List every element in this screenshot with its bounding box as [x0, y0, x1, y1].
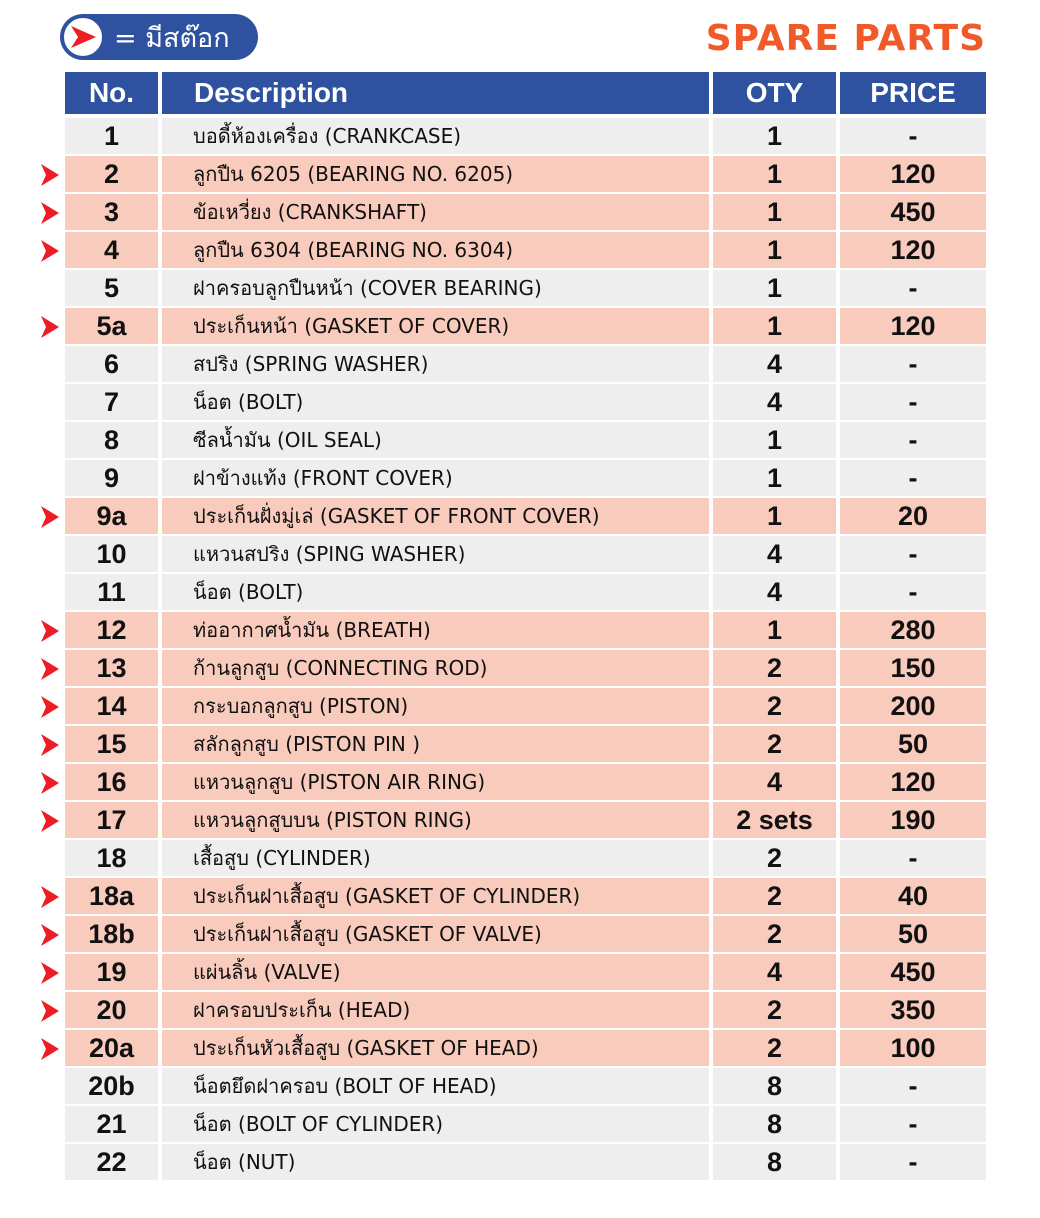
part-description: เสื้อสูบ (CYLINDER): [193, 846, 371, 870]
cell-no: [65, 1030, 162, 1068]
part-number: 10: [96, 538, 127, 569]
part-qty: 1: [766, 120, 783, 151]
cell-qty: [713, 574, 840, 612]
part-price: 200: [890, 690, 936, 721]
part-number: 20a: [88, 1032, 135, 1063]
cell-description: [162, 574, 713, 612]
cell-qty: [713, 194, 840, 232]
part-number: 17: [96, 804, 127, 835]
cell-description: [162, 384, 713, 422]
cell-description: [162, 156, 713, 194]
part-price: 120: [890, 158, 936, 189]
in-stock-arrow-icon: [40, 771, 60, 795]
part-qty: 2 sets: [736, 804, 813, 835]
legend-icon-circle: [62, 16, 104, 58]
part-price: 100: [890, 1032, 936, 1063]
cell-description: [162, 1030, 713, 1068]
table-row: [65, 536, 986, 574]
table-row: [65, 726, 986, 764]
column-header-price: PRICE: [840, 72, 986, 116]
legend-label: = มีสต๊อก: [114, 22, 230, 54]
part-description: น็อต (BOLT): [193, 390, 304, 414]
part-description: ประเก็นฝาเสื้อสูบ (GASKET OF VALVE): [193, 922, 542, 946]
cell-description: [162, 688, 713, 726]
part-price: 450: [890, 956, 936, 987]
cell-no: [65, 194, 162, 232]
part-description: ก้านลูกสูบ (CONNECTING ROD): [193, 656, 488, 680]
part-price: -: [908, 424, 918, 455]
column-header-description: Description: [162, 72, 713, 116]
part-qty: 4: [766, 348, 783, 379]
part-description: ซีลน้ำมัน (OIL SEAL): [193, 428, 382, 452]
cell-qty: [713, 1144, 840, 1182]
cell-qty: [713, 346, 840, 384]
part-description: น็อต (BOLT): [193, 580, 304, 604]
part-qty: 4: [766, 538, 783, 569]
cell-qty: [713, 992, 840, 1030]
table-row: [65, 1144, 986, 1182]
cell-no: [65, 612, 162, 650]
part-number: 14: [96, 690, 127, 721]
cell-qty: [713, 232, 840, 270]
part-description: ฝาข้างแท้ง (FRONT COVER): [193, 466, 453, 490]
cell-no: [65, 1068, 162, 1106]
cell-no: [65, 1144, 162, 1182]
part-qty: 8: [766, 1108, 783, 1139]
part-price: -: [908, 842, 918, 873]
in-stock-arrow-icon: [40, 923, 60, 947]
cell-price: [840, 498, 986, 536]
part-price: -: [908, 576, 918, 607]
part-number: 21: [96, 1108, 127, 1139]
cell-no: [65, 346, 162, 384]
cell-qty: [713, 498, 840, 536]
part-qty: 4: [766, 576, 783, 607]
part-number: 13: [96, 652, 127, 683]
part-qty: 4: [766, 956, 783, 987]
table-row: [65, 384, 986, 422]
table-row: [65, 1030, 986, 1068]
cell-no: [65, 954, 162, 992]
part-number: 5: [103, 272, 120, 303]
part-qty: 1: [766, 158, 783, 189]
part-number: 15: [96, 728, 127, 759]
part-description: ลูกปืน 6205 (BEARING NO. 6205): [193, 162, 514, 186]
cell-price: [840, 1144, 986, 1182]
part-number: 22: [96, 1146, 127, 1177]
cell-no: [65, 992, 162, 1030]
part-qty: 2: [766, 652, 783, 683]
cell-price: [840, 384, 986, 422]
table-row: [65, 802, 986, 840]
cell-price: [840, 194, 986, 232]
part-price: -: [908, 1070, 918, 1101]
cell-price: [840, 232, 986, 270]
part-number: 20: [96, 994, 127, 1025]
cell-qty: [713, 954, 840, 992]
cell-qty: [713, 650, 840, 688]
cell-price: [840, 878, 986, 916]
table-row: [65, 346, 986, 384]
table-row: [65, 1106, 986, 1144]
part-price: 120: [890, 766, 936, 797]
cell-qty: [713, 726, 840, 764]
cell-qty: [713, 764, 840, 802]
part-qty: 2: [766, 728, 783, 759]
part-qty: 2: [766, 994, 783, 1025]
table-row: [65, 688, 986, 726]
part-description: สปริง (SPRING WASHER): [193, 352, 429, 376]
in-stock-arrow-icon: [40, 163, 60, 187]
cell-price: [840, 308, 986, 346]
cell-no: [65, 460, 162, 498]
cell-no: [65, 498, 162, 536]
part-number: 16: [96, 766, 127, 797]
cell-qty: [713, 1068, 840, 1106]
table-row: [65, 232, 986, 270]
part-qty: 4: [766, 386, 783, 417]
cell-no: [65, 574, 162, 612]
part-qty: 2: [766, 690, 783, 721]
cell-description: [162, 878, 713, 916]
part-number: 6: [103, 348, 120, 379]
cell-price: [840, 422, 986, 460]
cell-no: [65, 1106, 162, 1144]
cell-no: [65, 118, 162, 156]
part-description: กระบอกลูกสูบ (PISTON): [193, 694, 409, 718]
cell-price: [840, 726, 986, 764]
cell-no: [65, 726, 162, 764]
table-row: [65, 612, 986, 650]
table-row: [65, 308, 986, 346]
part-qty: 8: [766, 1070, 783, 1101]
cell-description: [162, 194, 713, 232]
cell-price: [840, 650, 986, 688]
cell-price: [840, 460, 986, 498]
in-stock-arrow-icon: [40, 201, 60, 225]
table-row: [65, 878, 986, 916]
cell-description: [162, 840, 713, 878]
cell-description: [162, 954, 713, 992]
table-row: [65, 498, 986, 536]
cell-description: [162, 992, 713, 1030]
part-qty: 1: [766, 196, 783, 227]
part-qty: 2: [766, 918, 783, 949]
cell-qty: [713, 802, 840, 840]
part-description: ลูกปืน 6304 (BEARING NO. 6304): [193, 238, 514, 262]
part-number: 18: [96, 842, 127, 873]
part-description: ฝาครอบประเก็น (HEAD): [193, 998, 411, 1022]
part-price: 350: [890, 994, 936, 1025]
part-price: 20: [897, 500, 929, 531]
in-stock-arrow-icon: [40, 1037, 60, 1061]
part-number: 12: [96, 614, 127, 645]
cell-description: [162, 1144, 713, 1182]
part-number: 2: [103, 158, 120, 189]
part-description: ประเก็นหน้า (GASKET OF COVER): [193, 314, 510, 338]
table-row: [65, 650, 986, 688]
in-stock-arrow-icon: [40, 239, 60, 263]
cell-price: [840, 118, 986, 156]
cell-price: [840, 574, 986, 612]
part-description: น็อต (BOLT OF CYLINDER): [193, 1112, 444, 1136]
part-number: 19: [96, 956, 127, 987]
cell-price: [840, 802, 986, 840]
part-number: 4: [103, 234, 120, 265]
part-price: 450: [890, 196, 936, 227]
cell-price: [840, 688, 986, 726]
part-qty: 1: [766, 424, 783, 455]
part-number: 9a: [96, 500, 127, 531]
cell-description: [162, 536, 713, 574]
cell-price: [840, 612, 986, 650]
part-number: 1: [103, 120, 120, 151]
part-qty: 8: [766, 1146, 783, 1177]
cell-price: [840, 992, 986, 1030]
part-price: 120: [890, 310, 936, 341]
cell-qty: [713, 916, 840, 954]
table-row: [65, 460, 986, 498]
part-number: 18a: [88, 880, 135, 911]
part-description: สลักลูกสูบ (PISTON PIN ): [193, 732, 421, 756]
part-number: 20b: [88, 1070, 135, 1101]
cell-description: [162, 650, 713, 688]
part-qty: 4: [766, 766, 783, 797]
cell-price: [840, 764, 986, 802]
table-row: [65, 764, 986, 802]
part-price: -: [908, 272, 918, 303]
part-description: แหวนสปริง (SPING WASHER): [193, 542, 466, 566]
part-qty: 2: [766, 1032, 783, 1063]
part-qty: 1: [766, 462, 783, 493]
table-row: [65, 118, 986, 156]
part-qty: 1: [766, 500, 783, 531]
table-row: [65, 916, 986, 954]
cell-description: [162, 308, 713, 346]
cell-qty: [713, 270, 840, 308]
cell-description: [162, 764, 713, 802]
table-header: [65, 72, 986, 116]
in-stock-arrow-icon: [40, 505, 60, 529]
cell-qty: [713, 422, 840, 460]
in-stock-arrow-icon: [40, 657, 60, 681]
table-row: [65, 422, 986, 460]
table-row: [65, 1068, 986, 1106]
cell-no: [65, 688, 162, 726]
cell-price: [840, 1068, 986, 1106]
cell-no: [65, 764, 162, 802]
red-arrow-icon: [69, 25, 97, 49]
part-description: ประเก็นฝาเสื้อสูบ (GASKET OF CYLINDER): [193, 884, 581, 908]
part-price: -: [908, 1108, 918, 1139]
cell-description: [162, 460, 713, 498]
table-row: [65, 194, 986, 232]
part-description: น็อตยึดฝาครอบ (BOLT OF HEAD): [193, 1074, 497, 1098]
cell-description: [162, 422, 713, 460]
part-description: แหวนลูกสูบ (PISTON AIR RING): [193, 770, 486, 794]
cell-price: [840, 270, 986, 308]
cell-description: [162, 1068, 713, 1106]
cell-qty: [713, 536, 840, 574]
cell-no: [65, 270, 162, 308]
cell-qty: [713, 118, 840, 156]
part-price: 50: [897, 918, 929, 949]
part-qty: 2: [766, 842, 783, 873]
cell-no: [65, 536, 162, 574]
cell-qty: [713, 460, 840, 498]
spare-parts-table: [65, 72, 986, 1182]
in-stock-arrow-icon: [40, 733, 60, 757]
part-number: 8: [103, 424, 120, 455]
part-qty: 1: [766, 234, 783, 265]
cell-description: [162, 118, 713, 156]
cell-qty: [713, 1030, 840, 1068]
table-row: [65, 992, 986, 1030]
part-description: ฝาครอบลูกปืนหน้า (COVER BEARING): [193, 276, 542, 300]
cell-description: [162, 498, 713, 536]
cell-description: [162, 916, 713, 954]
column-header-qty: OTY: [713, 72, 840, 116]
part-price: 50: [897, 728, 929, 759]
in-stock-arrow-icon: [40, 809, 60, 833]
column-header-no: No.: [65, 72, 162, 116]
table-row: [65, 954, 986, 992]
in-stock-arrow-icon: [40, 961, 60, 985]
table-row: [65, 574, 986, 612]
cell-description: [162, 270, 713, 308]
part-number: 3: [103, 196, 120, 227]
part-price: -: [908, 120, 918, 151]
cell-qty: [713, 688, 840, 726]
table-row: [65, 840, 986, 878]
cell-no: [65, 422, 162, 460]
part-price: 40: [897, 880, 929, 911]
part-qty: 1: [766, 614, 783, 645]
part-price: -: [908, 1146, 918, 1177]
part-qty: 1: [766, 272, 783, 303]
part-number: 11: [97, 576, 126, 607]
cell-description: [162, 726, 713, 764]
part-description: ประเก็นหัวเสื้อสูบ (GASKET OF HEAD): [193, 1036, 539, 1060]
table-row: [65, 270, 986, 308]
cell-qty: [713, 156, 840, 194]
part-description: แหวนลูกสูบบน (PISTON RING): [193, 808, 472, 832]
cell-price: [840, 536, 986, 574]
part-number: 18b: [88, 918, 135, 949]
cell-no: [65, 840, 162, 878]
part-price: 150: [890, 652, 936, 683]
cell-qty: [713, 1106, 840, 1144]
cell-description: [162, 1106, 713, 1144]
part-description: บอดี้ห้องเครื่อง (CRANKCASE): [193, 124, 462, 148]
part-qty: 2: [766, 880, 783, 911]
cell-price: [840, 954, 986, 992]
page-title: SPARE PARTS: [705, 18, 986, 59]
cell-qty: [713, 384, 840, 422]
part-price: -: [908, 538, 918, 569]
part-description: ท่ออากาศน้ำมัน (BREATH): [193, 618, 431, 642]
part-price: -: [908, 386, 918, 417]
cell-qty: [713, 840, 840, 878]
cell-price: [840, 1106, 986, 1144]
cell-description: [162, 346, 713, 384]
cell-qty: [713, 878, 840, 916]
part-price: 280: [890, 614, 936, 645]
part-number: 5a: [96, 310, 127, 341]
part-qty: 1: [766, 310, 783, 341]
part-number: 7: [103, 386, 120, 417]
part-description: ประเก็นฝั่งมู่เล่ (GASKET OF FRONT COVER): [193, 504, 600, 528]
cell-description: [162, 612, 713, 650]
part-price: -: [908, 462, 918, 493]
cell-no: [65, 650, 162, 688]
cell-qty: [713, 308, 840, 346]
table-row: [65, 156, 986, 194]
cell-no: [65, 802, 162, 840]
part-price: 190: [890, 804, 936, 835]
in-stock-legend: [60, 14, 258, 60]
cell-description: [162, 232, 713, 270]
cell-description: [162, 802, 713, 840]
cell-no: [65, 916, 162, 954]
in-stock-arrow-icon: [40, 315, 60, 339]
in-stock-arrow-icon: [40, 885, 60, 909]
cell-price: [840, 346, 986, 384]
table-body: [65, 118, 986, 1182]
in-stock-arrow-icon: [40, 695, 60, 719]
part-description: น็อต (NUT): [193, 1150, 296, 1174]
cell-no: [65, 156, 162, 194]
cell-price: [840, 840, 986, 878]
cell-price: [840, 1030, 986, 1068]
cell-price: [840, 916, 986, 954]
cell-no: [65, 878, 162, 916]
part-number: 9: [103, 462, 120, 493]
in-stock-arrow-icon: [40, 619, 60, 643]
part-description: แผ่นลิ้น (VALVE): [193, 960, 341, 984]
cell-price: [840, 156, 986, 194]
cell-qty: [713, 612, 840, 650]
cell-no: [65, 384, 162, 422]
part-price: -: [908, 348, 918, 379]
part-price: 120: [890, 234, 936, 265]
cell-no: [65, 308, 162, 346]
in-stock-arrow-icon: [40, 999, 60, 1023]
part-description: ข้อเหวี่ยง (CRANKSHAFT): [193, 200, 427, 224]
cell-no: [65, 232, 162, 270]
